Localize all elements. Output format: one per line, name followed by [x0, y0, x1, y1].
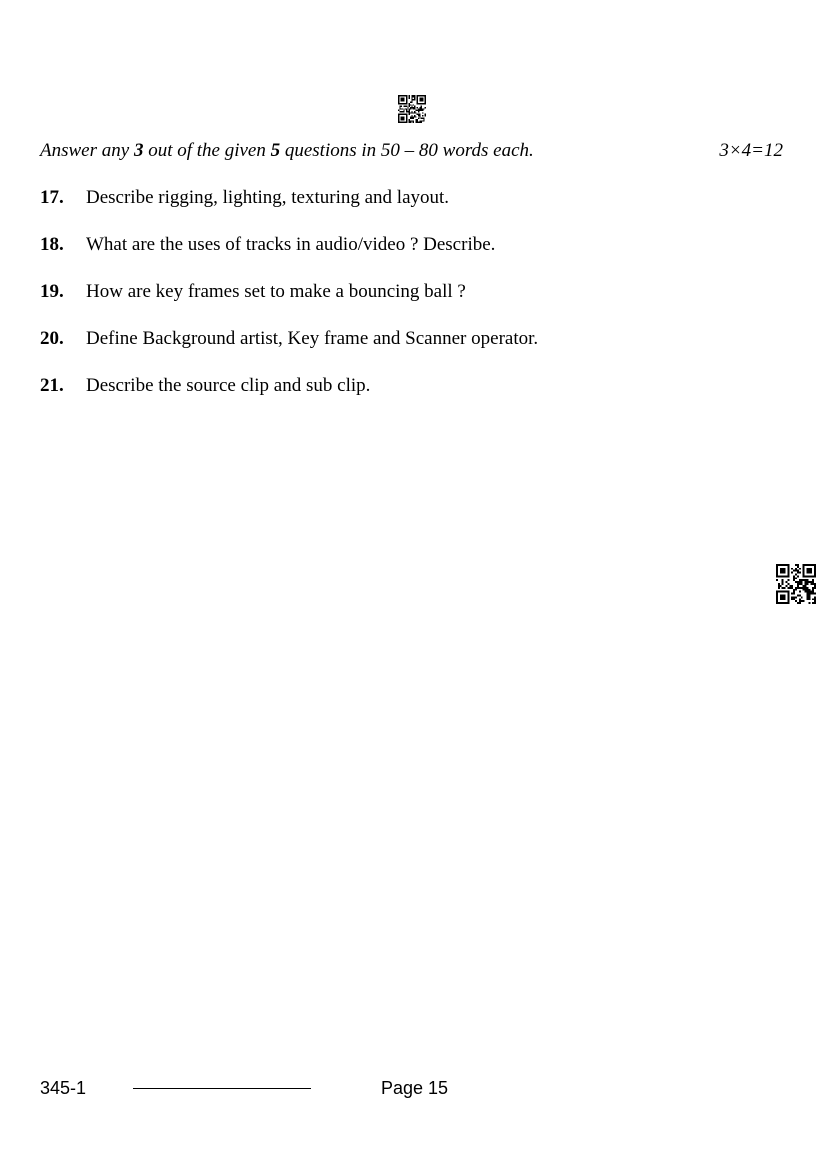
question-number: 18.: [40, 234, 64, 255]
question-number: 21.: [40, 375, 64, 396]
question-number: 20.: [40, 328, 64, 349]
page-number: Page 15: [381, 1078, 449, 1098]
instruction-prefix: Answer any: [40, 140, 134, 161]
instruction-middle: out of the given: [143, 140, 271, 161]
answer-count: 3: [133, 140, 144, 161]
question-text: Define Background artist, Key frame and Scanner operator.: [86, 328, 539, 349]
question-text: Describe the source clip and sub clip.: [86, 375, 371, 396]
section-marks: 3×4=12: [719, 140, 783, 161]
question-text: Describe rigging, lighting, texturing and layout.: [86, 187, 450, 208]
question-item: [40, 327, 780, 351]
question-item: [40, 186, 780, 210]
section-instruction: [40, 139, 785, 163]
footer-divider: [133, 1088, 311, 1089]
question-text: How are key frames set to make a bouncing ball ?: [86, 281, 466, 302]
total-count: 5: [270, 140, 281, 161]
instruction-suffix: questions in 50 – 80 words each.: [280, 140, 534, 161]
qr-code-icon: [776, 564, 816, 604]
question-number: 17.: [40, 187, 64, 208]
paper-code: 345-1: [40, 1078, 87, 1098]
question-item: [40, 233, 780, 257]
qr-code-icon: [398, 95, 426, 123]
question-text: What are the uses of tracks in audio/video ? Describe.: [86, 234, 496, 255]
question-number: 19.: [40, 281, 64, 302]
question-item: [40, 374, 780, 398]
question-item: [40, 280, 780, 304]
